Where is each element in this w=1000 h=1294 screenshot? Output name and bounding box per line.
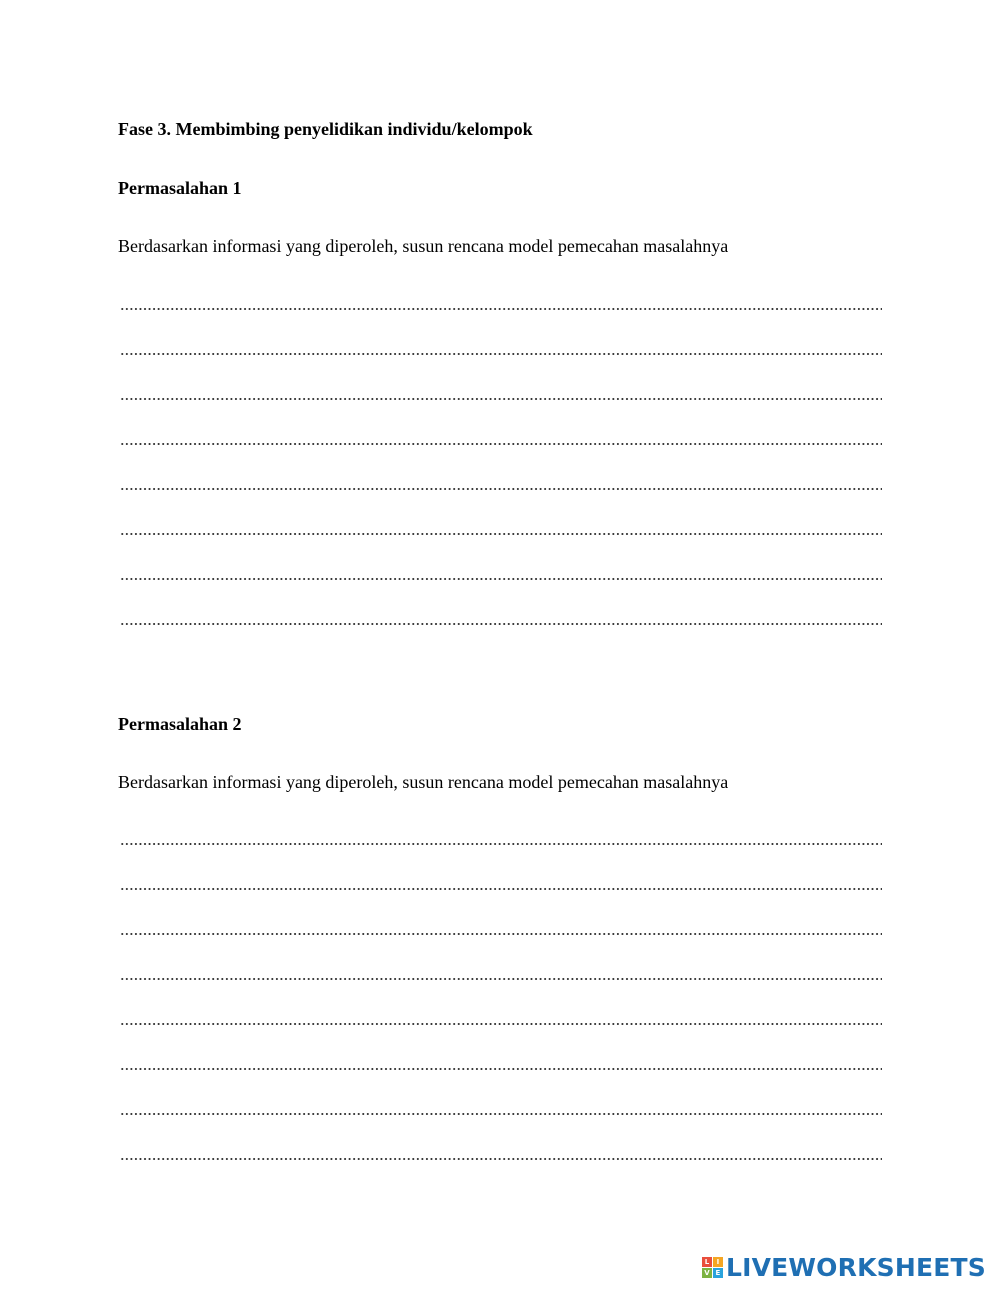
answer-line[interactable] [120,578,882,580]
liveworksheets-logo-icon [702,1257,723,1278]
answer-line[interactable] [120,353,882,355]
answer-line[interactable] [120,933,882,935]
answer-line[interactable] [120,1068,882,1070]
logo-block: L [702,1257,712,1267]
logo-block: I [713,1257,723,1267]
answer-line[interactable] [120,308,882,310]
logo-block: V [702,1268,712,1278]
answer-line[interactable] [120,1113,882,1115]
answer-line[interactable] [120,398,882,400]
answer-line[interactable] [120,488,882,490]
answer-line[interactable] [120,1158,882,1160]
logo-text: LIVEWORKSHEETS [725,1253,986,1282]
answer-line[interactable] [120,888,882,890]
liveworksheets-logo [702,1253,986,1282]
logo-block: E [713,1268,723,1278]
answer-line[interactable] [120,443,882,445]
answer-line[interactable] [120,533,882,535]
answer-line[interactable] [120,978,882,980]
problem-1-title: Permasalahan 1 [118,178,242,198]
problem-1-instruction: Berdasarkan informasi yang diperoleh, susun rencana model pemecahan masalahnya [118,236,729,256]
answer-line[interactable] [120,623,882,625]
answer-line[interactable] [120,843,882,845]
phase-title: Fase 3. Membimbing penyelidikan individu/kelompok [118,119,533,139]
problem-2-instruction: Berdasarkan informasi yang diperoleh, susun rencana model pemecahan masalahnya [118,772,729,792]
answer-line[interactable] [120,1023,882,1025]
problem-2-title: Permasalahan 2 [118,714,242,734]
